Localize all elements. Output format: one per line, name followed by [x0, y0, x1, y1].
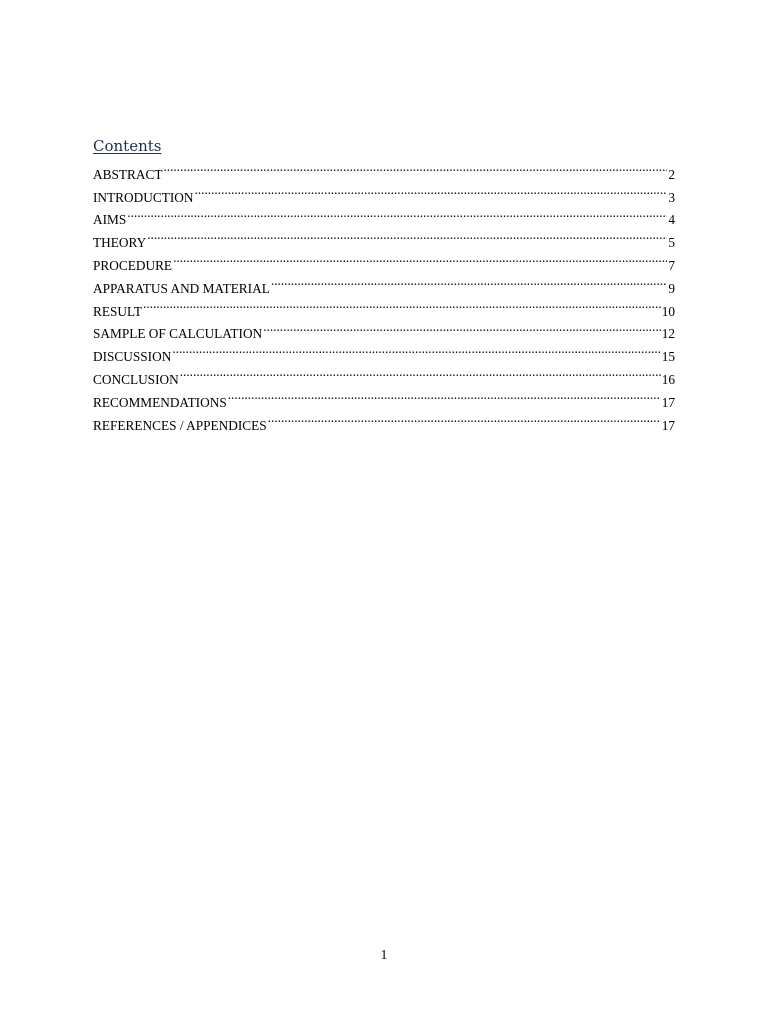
toc-leader-dots	[143, 293, 661, 316]
toc-leader-dots	[147, 224, 667, 247]
toc-entry-title: THEORY	[93, 235, 147, 251]
toc-leader-dots	[127, 202, 667, 225]
toc-entry-apparatus-and-material[interactable]	[93, 270, 675, 296]
toc-entry-title: RECOMMENDATIONS	[93, 394, 227, 410]
toc-entry-result[interactable]	[93, 293, 675, 319]
toc-entry-discussion[interactable]	[93, 338, 675, 365]
toc-leader-dots	[163, 156, 667, 179]
toc-entry-page: 7	[668, 257, 675, 273]
toc-leader-dots	[180, 361, 661, 384]
toc-entry-title: AIMS	[93, 212, 127, 228]
toc-entry-page: 4	[668, 212, 675, 228]
toc-entry-title: ABSTRACT	[93, 166, 163, 182]
toc-leader-dots	[228, 384, 661, 407]
toc-entry-page: 3	[668, 189, 675, 205]
toc-entry-page: 2	[668, 166, 675, 182]
toc-entry-page: 10	[661, 303, 675, 319]
toc-entry-sample-of-calculation[interactable]	[93, 316, 675, 342]
toc-entry-page: 5	[668, 235, 675, 251]
toc-entry-title: REFERENCES / APPENDICES	[93, 417, 267, 433]
toc-entry-page: 9	[668, 280, 675, 296]
page-number: 1	[380, 947, 388, 962]
toc-leader-dots	[268, 407, 661, 430]
toc-entry-title: INTRODUCTION	[93, 189, 194, 205]
toc-entry-title: CONCLUSION	[93, 371, 179, 387]
toc-leader-dots	[194, 179, 667, 202]
toc-entry-page: 17	[661, 394, 675, 410]
table-of-contents	[93, 136, 675, 433]
toc-entry-title: RESULT	[93, 303, 143, 319]
toc-entry-title: SAMPLE OF CALCULATION	[93, 326, 263, 342]
toc-entry-title: DISCUSSION	[93, 349, 172, 365]
toc-leader-dots	[271, 270, 668, 293]
toc-entry-abstract[interactable]	[93, 156, 675, 182]
toc-leader-dots	[173, 247, 667, 270]
toc-entry-aims[interactable]	[93, 202, 675, 228]
toc-list	[93, 156, 675, 433]
toc-entry-introduction[interactable]	[93, 179, 675, 205]
toc-entry-page: 16	[661, 371, 675, 387]
toc-entry-conclusion[interactable]	[93, 361, 675, 387]
toc-heading: Contents	[93, 137, 162, 155]
toc-entry-page: 17	[661, 417, 675, 433]
toc-entry-page: 12	[661, 326, 675, 342]
toc-entry-title: PROCEDURE	[93, 257, 173, 273]
toc-entry-procedure[interactable]	[93, 247, 675, 273]
toc-entry-title: APPARATUS AND MATERIAL	[93, 280, 270, 296]
toc-leader-dots	[172, 338, 660, 361]
toc-leader-dots	[263, 316, 661, 339]
toc-entry-recommendations[interactable]	[93, 384, 675, 410]
toc-entry-page: 15	[661, 349, 675, 365]
toc-entry-theory[interactable]	[93, 224, 675, 251]
